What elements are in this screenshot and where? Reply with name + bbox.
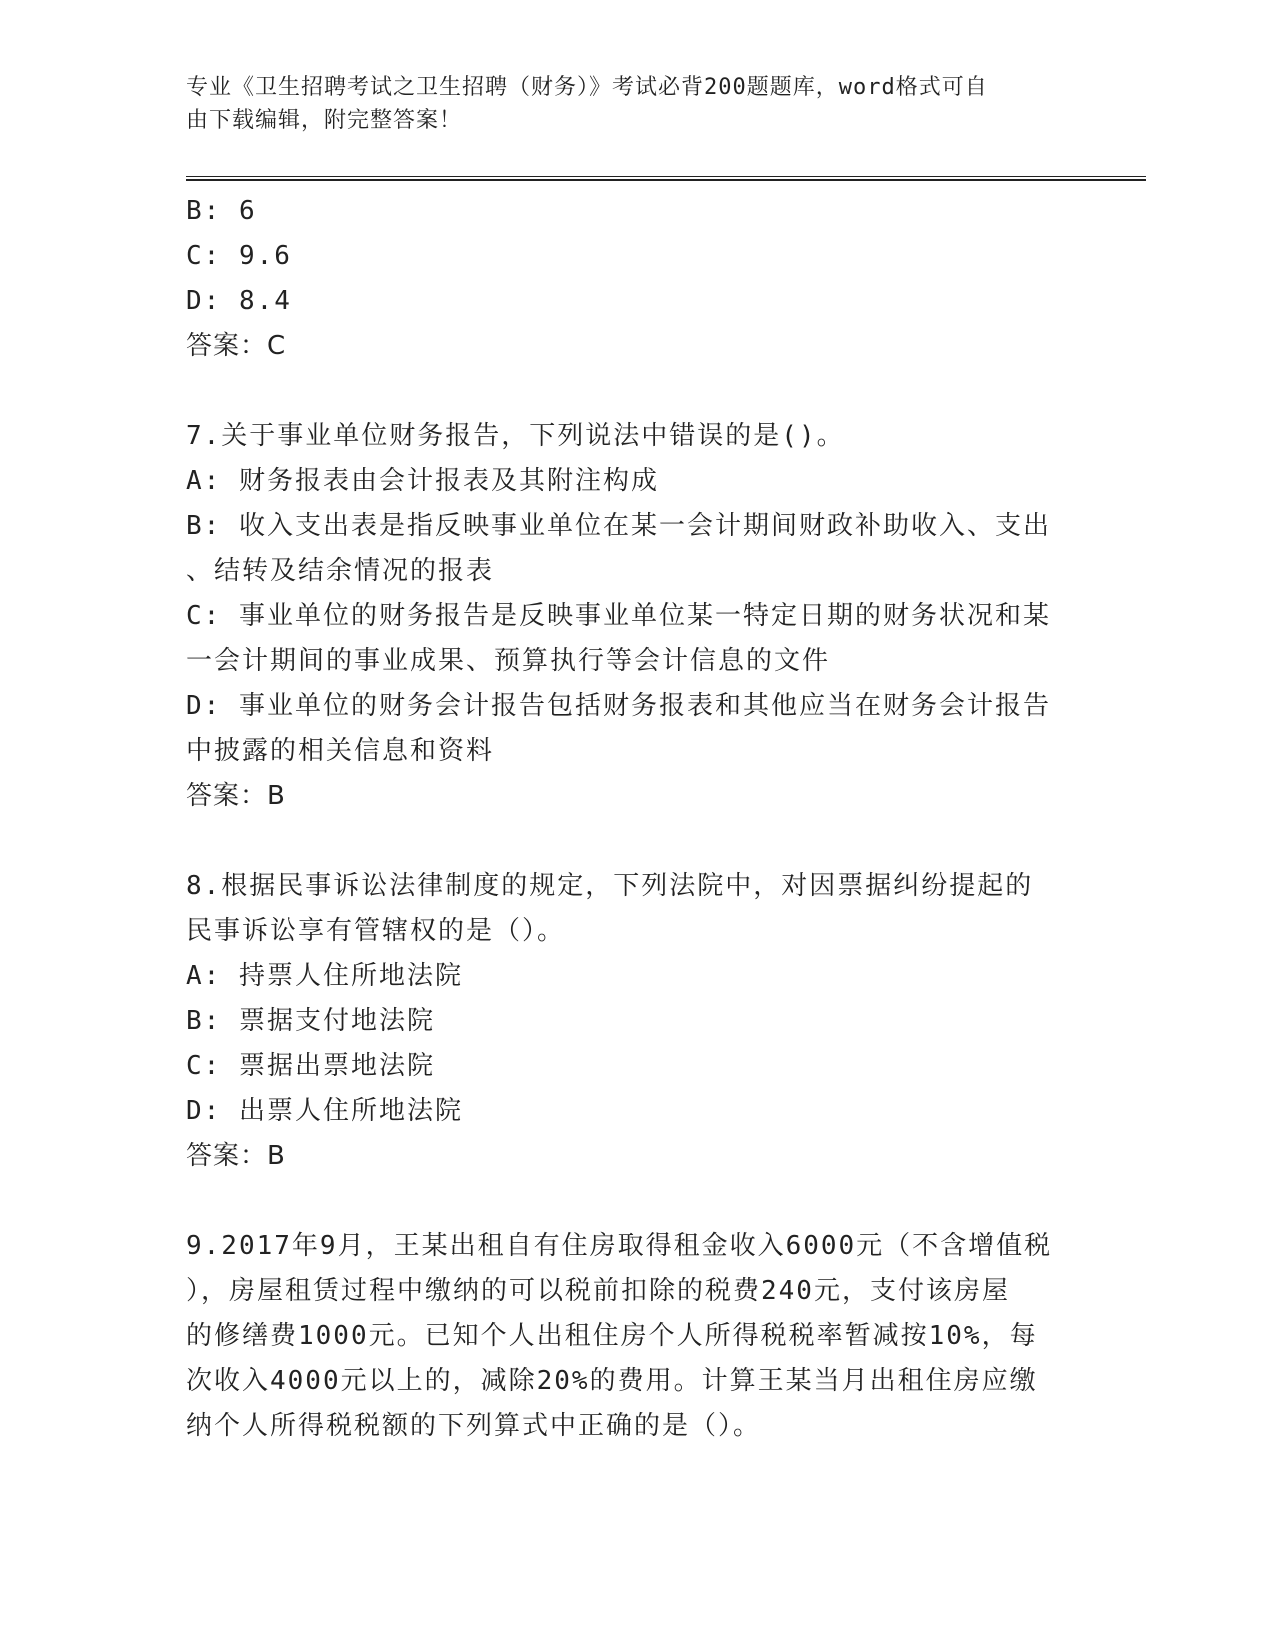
q9-question-line-1: 9.2017年9月，王某出租自有住房取得租金收入6000元（不含增值税	[186, 1231, 1053, 1261]
q9-question-line-3: 的修缮费1000元。已知个人出租住房个人所得税税率暂减按10%，每	[186, 1321, 1038, 1351]
page-header	[186, 71, 1086, 137]
document-body	[186, 189, 1146, 1449]
q9-question-line-5: 纳个人所得税税额的下列算式中正确的是（）。	[186, 1411, 762, 1441]
q6-option-b: B: 6	[186, 196, 257, 226]
q8-option-a: A: 持票人住所地法院	[186, 961, 463, 991]
header-title-line-2: 由下载编辑，附完整答案！	[186, 108, 463, 133]
spacer	[186, 1179, 1146, 1224]
q8-question-line-1: 8.根据民事诉讼法律制度的规定，下列法院中，对因票据纠纷提起的	[186, 871, 1034, 901]
q6-option-d: D: 8.4	[186, 286, 292, 316]
q7-option-b-line-2: 、结转及结余情况的报表	[186, 556, 495, 586]
q8-option-c: C: 票据出票地法院	[186, 1051, 435, 1081]
q7-option-a: A: 财务报表由会计报表及其附注构成	[186, 466, 659, 496]
q7-answer: 答案：B	[186, 781, 286, 811]
q9-question-line-4: 次收入4000元以上的，减除20%的费用。计算王某当月出租住房应缴	[186, 1366, 1038, 1396]
q7-option-c-line-2: 一会计期间的事业成果、预算执行等会计信息的文件	[186, 646, 831, 676]
q6-option-c: C: 9.6	[186, 241, 292, 271]
q7-option-d-line-2: 中披露的相关信息和资料	[186, 736, 495, 766]
q7-option-d-line-1: D: 事业单位的财务会计报告包括财务报表和其他应当在财务会计报告	[186, 691, 1051, 721]
q8-option-b: B: 票据支付地法院	[186, 1006, 435, 1036]
q8-answer: 答案：B	[186, 1141, 286, 1171]
header-title-line-1: 专业《卫生招聘考试之卫生招聘（财务）》考试必背200题题库，word格式可自	[186, 75, 988, 100]
q7-option-b-line-1: B: 收入支出表是指反映事业单位在某一会计期间财政补助收入、支出	[186, 511, 1051, 541]
q8-question-line-2: 民事诉讼享有管辖权的是（）。	[186, 916, 566, 946]
q7-question: 7.关于事业单位财务报告，下列说法中错误的是()。	[186, 421, 845, 451]
spacer	[186, 819, 1146, 864]
q7-option-c-line-1: C: 事业单位的财务报告是反映事业单位某一特定日期的财务状况和某	[186, 601, 1051, 631]
q6-answer: 答案：C	[186, 331, 287, 361]
q8-option-d: D: 出票人住所地法院	[186, 1096, 463, 1126]
q9-question-line-2: ），房屋租赁过程中缴纳的可以税前扣除的税费240元，支付该房屋	[186, 1276, 1010, 1306]
spacer	[186, 369, 1146, 414]
header-divider	[186, 176, 1146, 181]
